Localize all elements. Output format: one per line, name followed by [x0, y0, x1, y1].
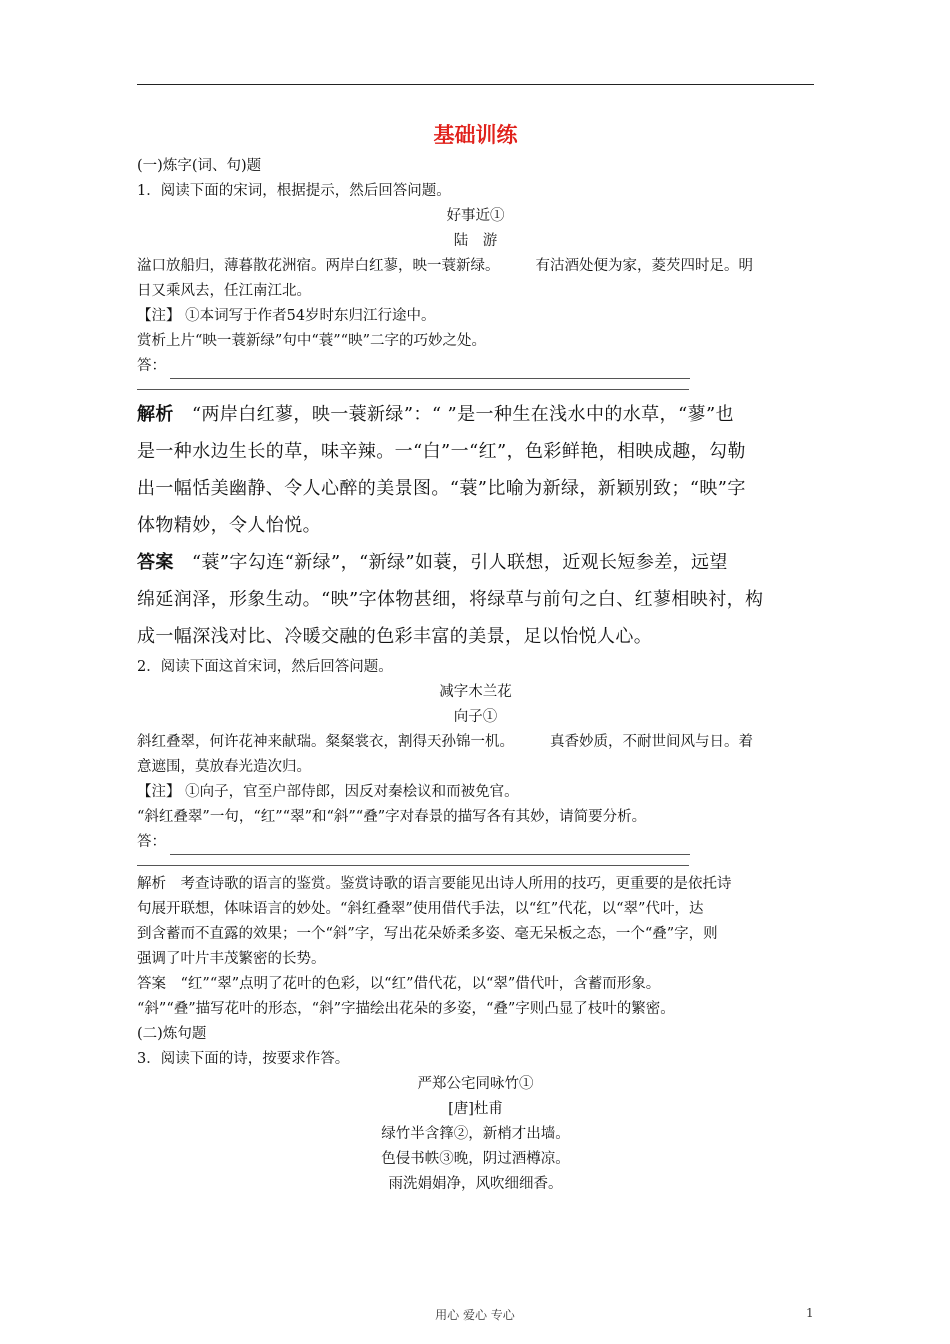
document-page — [137, 118, 814, 1197]
analysis-line: 到含蓄而不直露的效果；一个“斜”字，写出花朵娇柔多姿、毫无呆板之态，一个“叠”字，则 — [137, 926, 718, 942]
answer-label: 答： — [137, 834, 166, 850]
question-text: 赏析上片“映一蓑新绿”句中“蓑”“映”二字的巧妙之处。 — [137, 333, 486, 349]
header-rule — [137, 84, 814, 85]
key-label: 答案 — [137, 552, 174, 573]
key-line: 绵延润泽，形象生动。“映”字体物甚细，将绿草与前句之白、红蓼相映衬，构 — [137, 589, 764, 610]
poem-author: 向子① — [453, 709, 498, 725]
poem-line-part: 真香妙质，不耐世间风与日。着 — [550, 734, 753, 750]
key-line: 成一幅深浅对比、冷暖交融的色彩丰富的美景，足以怡悦人心。 — [137, 626, 653, 647]
section-heading: (二)炼句题 — [137, 1026, 207, 1042]
key-text: “蓑”字勾连“新绿”，“新绿”如蓑，引人联想，近观长短参差，远望 — [191, 552, 728, 573]
analysis-line: 是一种水边生长的草，味辛辣。一“白”一“红”，色彩鲜艳，相映成趣，勾勒 — [137, 441, 746, 462]
poem-line: 日又乘风去，任江南江北。 — [137, 283, 311, 299]
poem-line: 意遮围，莫放春光造次归。 — [137, 759, 311, 775]
poem-title: 减字木兰花 — [439, 684, 512, 700]
poem-line: 绿竹半含箨②，新梢才出墙。 — [381, 1126, 570, 1142]
analysis-line: 解析 考查诗歌的语言的鉴赏。鉴赏诗歌的语言要能见出诗人所用的技巧，更重要的是依托诗 — [137, 876, 732, 892]
analysis-text: “两岸白红蓼，映一蓑新绿”：“ ”是一种生在浅水中的水草，“蓼”也 — [191, 404, 734, 425]
analysis-line: 句展开联想，体味语言的妙处。“斜红叠翠”使用借代手法，以“红”代花，以“翠”代叶，达 — [137, 901, 704, 917]
poem-line — [137, 254, 814, 279]
analysis-line: 体物精妙，令人怡悦。 — [137, 515, 321, 536]
poem-author: [唐]杜甫 — [448, 1101, 503, 1117]
key-line — [137, 544, 814, 581]
poem-line — [137, 730, 814, 755]
poem-title: 严郑公宅同咏竹① — [417, 1076, 534, 1092]
answer-blank[interactable] — [170, 364, 690, 379]
poem-note: 【注】 ①本词写于作者54岁时东归江行途中。 — [137, 308, 436, 324]
poem-line: 色侵书帙③晚，阴过酒樽凉。 — [381, 1151, 570, 1167]
poem-title: 好事近① — [446, 208, 505, 224]
answer-line — [137, 830, 814, 855]
page-title: 基础训练 — [433, 122, 518, 147]
poem-note: 【注】 ①向子，官至户部侍郎，因反对秦桧议和而被免官。 — [137, 784, 519, 800]
question-prompt: 1．阅读下面的宋词，根据提示，然后回答问题。 — [137, 183, 451, 199]
analysis-label: 解析 — [137, 404, 174, 425]
question-prompt: 2．阅读下面这首宋词，然后回答问题。 — [137, 659, 393, 675]
poem-line-part: 湓口放船归，薄暮散花洲宿。两岸白红蓼，映一蓑新绿。 — [137, 258, 500, 274]
analysis-line — [137, 396, 814, 433]
answer-label: 答： — [137, 358, 166, 374]
answer-blank[interactable] — [170, 840, 690, 855]
analysis-line: 出一幅恬美幽静、令人心醉的美景图。“蓑”比喻为新绿，新颖别致；“映”字 — [137, 478, 746, 499]
answer-line — [137, 354, 814, 379]
analysis-line: 强调了叶片丰茂繁密的长势。 — [137, 951, 326, 967]
question-prompt: 3．阅读下面的诗，按要求作答。 — [137, 1051, 350, 1067]
page-number: 1 — [806, 1306, 814, 1320]
key-line: “斜”“叠”描写花叶的形态，“斜”字描绘出花朵的多姿，“叠”字则凸显了枝叶的繁密。 — [137, 1001, 675, 1017]
key-line: 答案 “红”“翠”点明了花叶的色彩，以“红”借代花，以“翠”借代叶，含蓄而形象。 — [137, 976, 661, 992]
section-heading: (一)炼字(词、句)题 — [137, 158, 262, 174]
answer-rule[interactable] — [137, 855, 689, 866]
answer-rule[interactable] — [137, 379, 689, 390]
poem-line-part: 斜红叠翠，何许花神来献瑞。粲粲裳衣，割得天孙锦一机。 — [137, 734, 514, 750]
poem-line-part: 有沽酒处便为家，菱芡四时足。明 — [535, 258, 753, 274]
question-text: “斜红叠翠”一句，“红”“翠”和“斜”“叠”字对春景的描写各有其妙，请简要分析。 — [137, 809, 647, 825]
poem-author: 陆 游 — [453, 233, 498, 249]
page-footer: 用心 爱心 专心 — [435, 1308, 515, 1322]
poem-line: 雨洗娟娟净，风吹细细香。 — [388, 1176, 563, 1192]
